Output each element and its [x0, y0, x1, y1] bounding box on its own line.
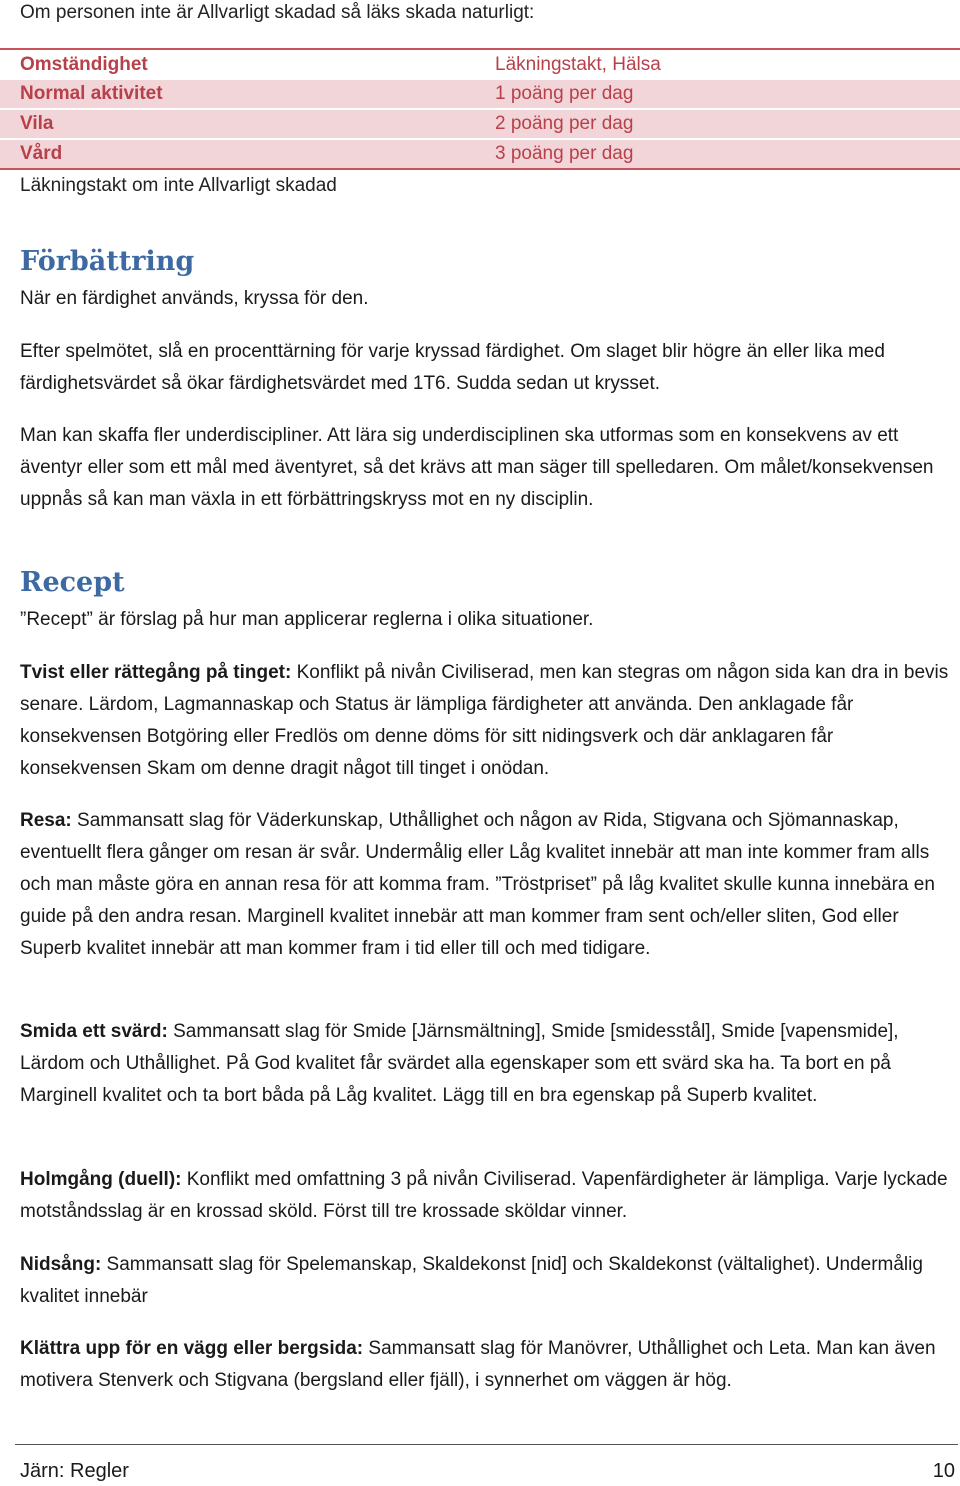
- recipe-title: Tvist eller rättegång på tinget:: [20, 662, 292, 683]
- table-header-cell: Läkningstakt, Hälsa: [495, 49, 960, 80]
- table-cell: 2 poäng per dag: [495, 109, 960, 139]
- recipe-klattra: [20, 1333, 955, 1397]
- heading-recept: Recept: [20, 567, 125, 598]
- recipe-title: Klättra upp för en vägg eller bergsida:: [20, 1338, 364, 1359]
- recipe-holmgang: [20, 1164, 955, 1228]
- footer-divider: [15, 1444, 958, 1445]
- recipe-text: Sammansatt slag för Smide [Järnsmältning], Smide [smidesstål], Smide [vapensmide], Lärdom och Uthållighet. På God kvalitet får svärdet alla egenskaper som ett svärd ska ha. Ta bort en på Marginell kvalitet och ta bort båda på Låg kvalitet. Lägg till en bra egenskap på Superb kvalitet.: [20, 1021, 899, 1106]
- recipe-title: Resa:: [20, 810, 72, 831]
- recipe-text: Sammansatt slag för Väderkunskap, Uthållighet och någon av Rida, Stigvana och Sjömannaskap, eventuellt flera gånger om resan är svår. Undermålig eller Låg kvalitet innebär att man inte kommer fram alls och man måste göra en annan resa för att komma fram. ”Tröstpriset” på låg kvalitet skulle kunna innebära en guide på den andra resan. Marginell kvalitet innebär att man kommer fram sent och/eller sliten, God eller Superb kvalitet innebär att man kommer fram i tid eller till och med tidigare.: [20, 810, 935, 959]
- paragraph: Efter spelmötet, slå en procenttärning för varje kryssad färdighet. Om slaget blir högre än eller lika med färdighetsvärdet så ökar färdighetsvärdet med 1T6. Sudda sedan ut krysset.: [20, 341, 885, 394]
- table-row: [0, 80, 960, 109]
- recipe-smida: [20, 1016, 955, 1112]
- table-header-cell: Omständighet: [0, 49, 495, 80]
- table-caption-row: [0, 169, 960, 200]
- paragraph: Man kan skaffa fler underdiscipliner. Att lära sig underdisciplinen ska utformas som en konsekvens av ett äventyr eller som ett mål med äventyret, så det krävs att man säger till spelledaren. Om målet/konsekvensen uppnås så kan man växla in ett förbättringskryss mot en ny disciplin.: [20, 425, 934, 510]
- footer-title: Järn: Regler: [20, 1460, 129, 1482]
- paragraph: ”Recept” är förslag på hur man applicerar reglerna i olika situationer.: [20, 609, 594, 630]
- healing-table: [0, 48, 960, 200]
- table-row: [0, 109, 960, 139]
- recipe-text: Konflikt med omfattning 3 på nivån Civiliserad. Vapenfärdigheter är lämpliga. Varje lyckade motståndsslag är en krossad sköld. Först till tre krossade sköldar vinner.: [20, 1169, 948, 1222]
- page-number: 10: [932, 1460, 955, 1482]
- recipe-text: Sammansatt slag för Manövrer, Uthållighet och Leta. Man kan även motivera Stenverk och Stigvana (bergsland eller fjäll), i synnerhet om väggen är hög.: [20, 1338, 936, 1391]
- table-row: [0, 139, 960, 169]
- recipe-title: Smida ett svärd:: [20, 1021, 168, 1042]
- intro-text: Om personen inte är Allvarligt skadad så läks skada naturligt:: [20, 2, 535, 23]
- recipe-title: Holmgång (duell):: [20, 1169, 182, 1190]
- table-header-row: [0, 49, 960, 80]
- heading-forbattring: Förbättring: [20, 246, 195, 277]
- table-cell: Normal aktivitet: [0, 80, 495, 109]
- table-cell: 1 poäng per dag: [495, 80, 960, 109]
- recipe-title: Nidsång:: [20, 1254, 102, 1275]
- table-cell: 3 poäng per dag: [495, 139, 960, 169]
- table-cell: Vila: [0, 109, 495, 139]
- recipe-nidsang: [20, 1249, 955, 1313]
- recipe-tvist: [20, 657, 955, 785]
- table-cell: Vård: [0, 139, 495, 169]
- table-caption: Läkningstakt om inte Allvarligt skadad: [20, 175, 337, 196]
- recipe-text: Konflikt på nivån Civiliserad, men kan stegras om någon sida kan dra in bevis senare. Lärdom, Lagmannaskap och Status är lämpliga färdigheter att använda. Den anklagade får konsekvensen Botgöring eller Fredlös om denne döms för sitt nidingsverk och där anklagaren får konsekvensen Skam om denne dragit något till tinget i onödan.: [20, 662, 949, 779]
- recipe-text: Sammansatt slag för Spelemanskap, Skaldekonst [nid] och Skaldekonst (vältalighet). Undermålig kvalitet innebär: [20, 1254, 923, 1307]
- recipe-resa: [20, 805, 955, 965]
- paragraph: När en färdighet används, kryssa för den.: [20, 288, 369, 309]
